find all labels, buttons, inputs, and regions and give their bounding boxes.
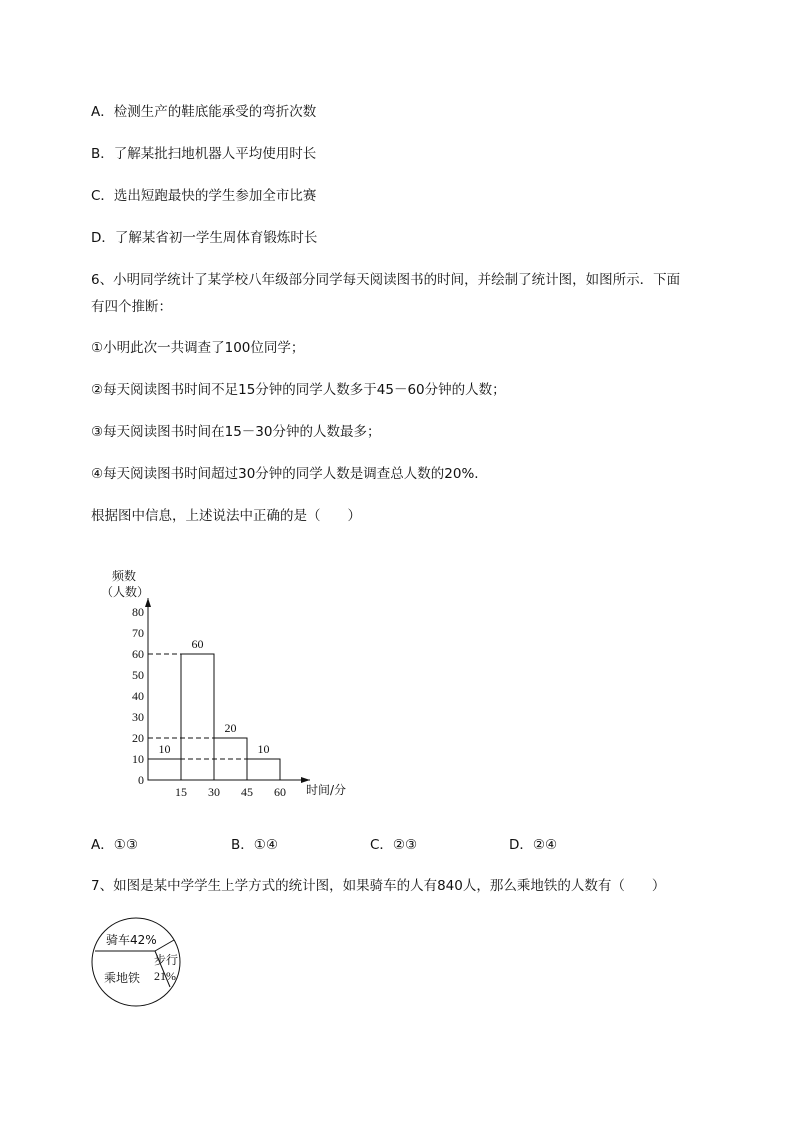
y-tick-label: 10: [132, 752, 144, 766]
y-tick-label: 20: [132, 731, 144, 745]
q6-question: 根据图中信息，上述说法中正确的是（ ）: [91, 508, 361, 524]
x-tick-label: 45: [241, 785, 253, 799]
q6-choice-d: D．②④: [509, 837, 558, 853]
y-tick-label: 60: [132, 647, 144, 661]
q7-stem: 7、如图是某中学学生上学方式的统计图，如果骑车的人有840人，那么乘地铁的人数有（ ）: [91, 878, 666, 894]
y-axis-arrow: [145, 598, 151, 607]
pie-label-bike: 骑车42%: [106, 933, 157, 947]
pie-chart: [88, 916, 208, 1016]
q6-statement-1: ①小明此次一共调查了100位同学；: [91, 340, 305, 356]
x-tick-label: 15: [175, 785, 187, 799]
y-tick-label: 40: [132, 689, 144, 703]
y-tick-label: 80: [132, 605, 144, 619]
bar-value-label: 10: [257, 742, 270, 756]
q6-statement-3: ③每天阅读图书时间在15－30分钟的人数最多；: [91, 424, 381, 440]
q6-statement-2: ②每天阅读图书时间不足15分钟的同学人数多于45－60分钟的人数；: [91, 382, 506, 398]
q6-choice-c: C．②③: [370, 837, 418, 853]
q6-choice-a: A．①③: [91, 837, 138, 853]
x-tick-label: 30: [208, 785, 220, 799]
q5-option-d: D．了解某省初一学生周体育锻炼时长: [91, 230, 318, 246]
chart-xlabel: 时间/分: [306, 783, 347, 797]
bar-value-label: 60: [191, 637, 204, 651]
y-tick-label: 50: [132, 668, 144, 682]
x-tick-label: 60: [274, 785, 286, 799]
pie-label-walk-pct: 21%: [154, 969, 176, 983]
histogram-bar: [148, 759, 181, 780]
pie-divider-2: [155, 940, 174, 951]
pie-label-walk: 步行: [154, 953, 179, 967]
histogram-chart: [90, 562, 390, 812]
y-tick-label: 70: [132, 626, 144, 640]
histogram-bar: [181, 654, 214, 780]
q5-option-c: C．选出短跑最快的学生参加全市比赛: [91, 188, 317, 204]
histogram-bar: [247, 759, 280, 780]
bar-value-label: 20: [224, 721, 237, 735]
bar-value-label: 10: [158, 742, 171, 756]
q6-statement-4: ④每天阅读图书时间超过30分钟的同学人数是调查总人数的20%.: [91, 466, 479, 482]
y-tick-label: 30: [132, 710, 144, 724]
q6-stem-line2: 有四个推断：: [91, 299, 172, 315]
chart-ylabel-line2: （人数）: [101, 585, 150, 599]
q6-choice-b: B．①④: [231, 837, 278, 853]
chart-ylabel-line1: 频数: [112, 569, 137, 583]
pie-label-subway: 乘地铁: [104, 971, 141, 985]
y-tick-label: 0: [138, 773, 144, 787]
q5-option-b: B．了解某批扫地机器人平均使用时长: [91, 146, 317, 162]
q6-stem-line1: 6、小明同学统计了某学校八年级部分同学每天阅读图书的时间，并绘制了统计图，如图所示．下面: [91, 272, 681, 288]
q5-option-a: A．检测生产的鞋底能承受的弯折次数: [91, 104, 317, 120]
